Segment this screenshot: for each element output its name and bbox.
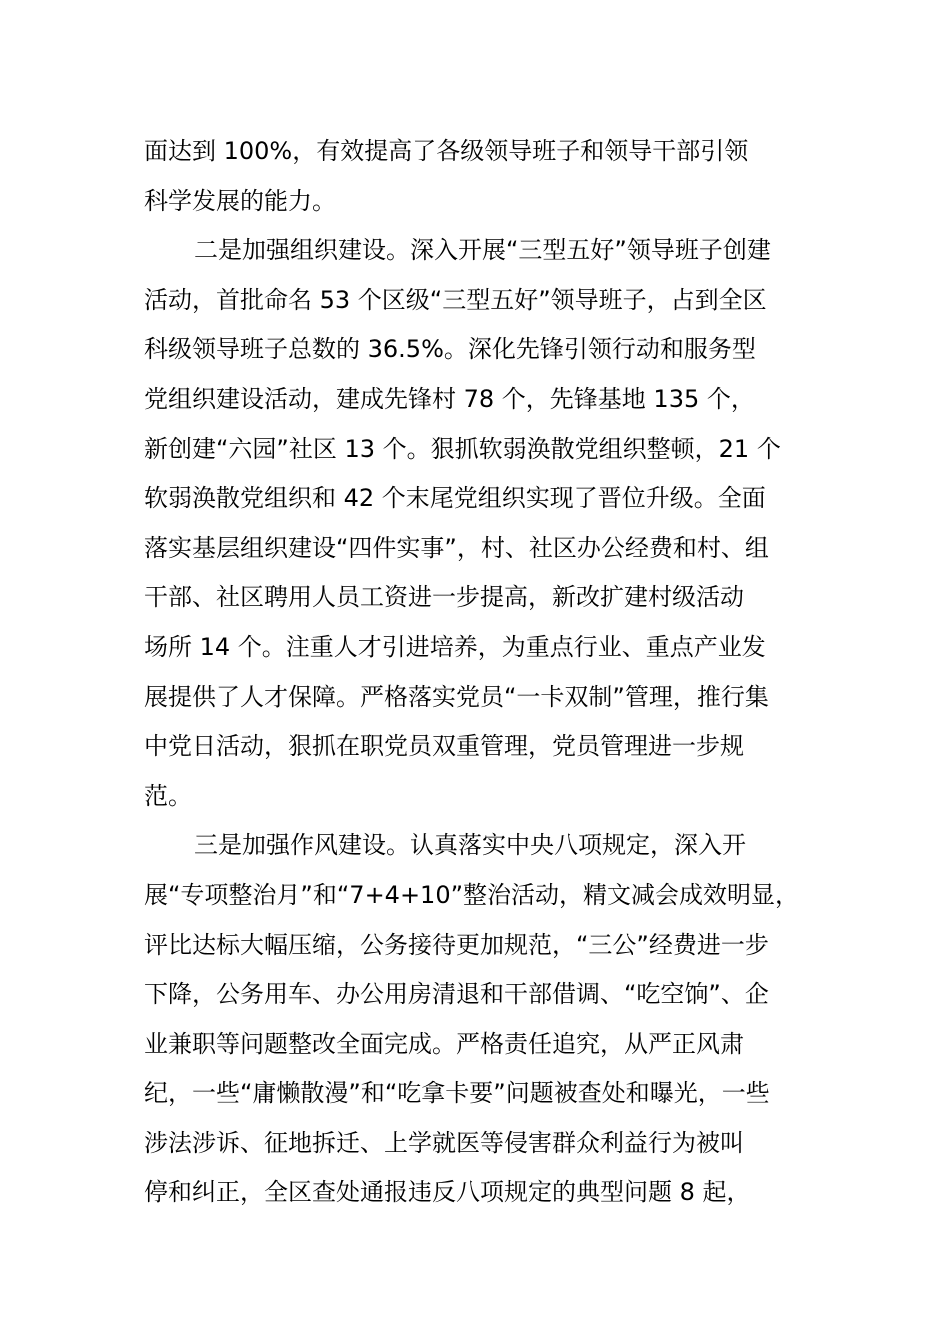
text-line: 纪，一些“庸懒散漫”和“吃拿卡要”问题被查处和曝光，一些 (144, 1079, 770, 1108)
text-line: 范。 (144, 781, 192, 810)
paragraph-start-line: 二是加强组织建设。深入开展“三型五好”领导班子创建 (194, 236, 771, 265)
text-line: 落实基层组织建设“四件实事”，村、社区办公经费和村、组 (144, 533, 769, 562)
text-line: 业兼职等问题整改全面完成。严格责任追究，从严正风肃 (144, 1029, 744, 1058)
text-line: 下降，公务用车、办公用房清退和干部借调、“吃空饷”、企 (144, 980, 769, 1009)
text-line: 评比达标大幅压缩，公务接待更加规范，“三公”经费进一步 (144, 930, 769, 959)
text-line: 场所 14 个。注重人才引进培养，为重点行业、重点产业发 (144, 632, 766, 661)
text-line: 新创建“六园”社区 13 个。狠抓软弱涣散党组织整顿，21 个 (144, 434, 781, 463)
text-line: 停和纠正，全区查处通报违反八项规定的典型问题 8 起， (144, 1178, 751, 1207)
body-text (144, 127, 814, 1218)
text-line: 展提供了人才保障。严格落实党员“一卡双制”管理，推行集 (144, 682, 769, 711)
text-line: 科学发展的能力。 (144, 186, 336, 215)
text-line: 面达到 100%，有效提高了各级领导班子和领导干部引领 (144, 137, 749, 165)
text-line: 干部、社区聘用人员工资进一步提高，新改扩建村级活动 (144, 583, 744, 612)
text-line: 软弱涣散党组织和 42 个末尾党组织实现了晋位升级。全面 (144, 484, 766, 513)
text-line: 涉法涉诉、征地拆迁、上学就医等侵害群众利益行为被叫 (144, 1128, 744, 1157)
paragraph-start-line: 三是加强作风建设。认真落实中央八项规定，深入开 (194, 831, 746, 860)
text-line: 中党日活动，狠抓在职党员双重管理，党员管理进一步规 (144, 732, 744, 761)
text-line: 活动，首批命名 53 个区级“三型五好”领导班子，占到全区 (144, 285, 767, 314)
text-line: 党组织建设活动，建成先锋村 78 个，先锋基地 135 个， (144, 384, 755, 413)
text-line: 科级领导班子总数的 36.5%。深化先锋引领行动和服务型 (144, 335, 756, 364)
text-line: 展“专项整治月”和“7+4+10”整治活动，精文减会成效明显， (144, 880, 800, 909)
